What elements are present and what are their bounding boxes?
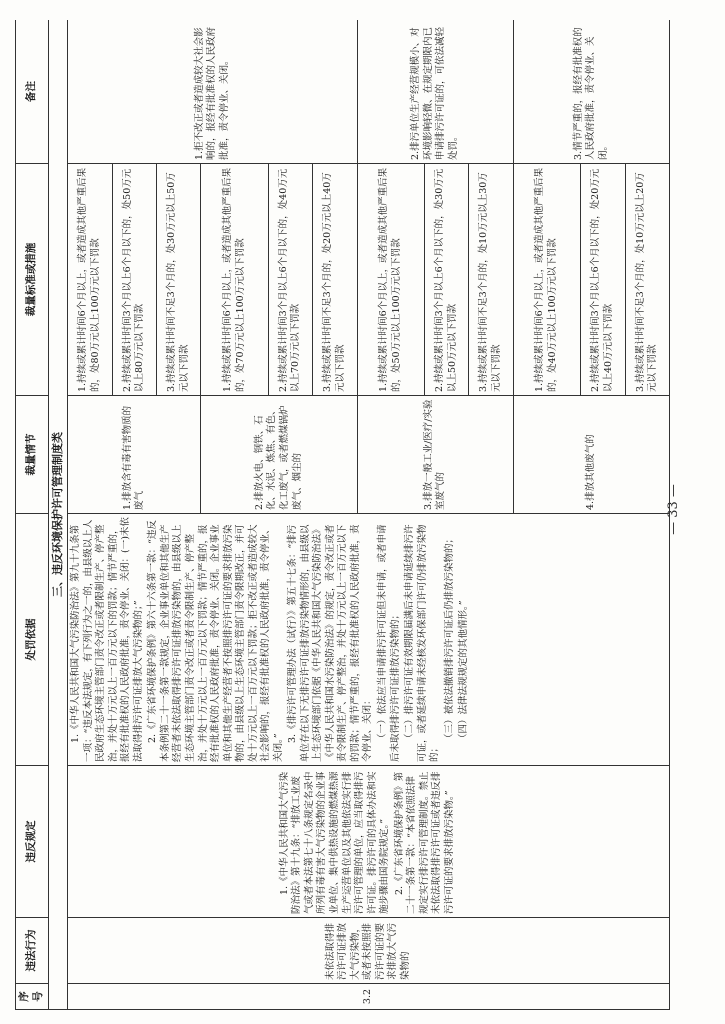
row-penalty-basis bbox=[68, 514, 670, 766]
standard-text: 1.持续或累计时间6个月以上，或者造成其他严重后果的，处40万元以上100万元以下罚款 bbox=[513, 164, 580, 396]
circumstance-label: 1.排放含有毒有害物质的废气 bbox=[68, 396, 201, 514]
row-violation: 未依法取得排污许可证排放大气污染物，或者未按照排污许可证的要求排放大气污染物的 bbox=[68, 918, 670, 984]
header-violation: 违法行为 bbox=[16, 918, 49, 984]
standard-text: 2.持续或累计时间3个月以上6个月以下的，处30万元以上50万元以下罚款 bbox=[424, 164, 468, 396]
header-penalty-basis: 处罚依据 bbox=[16, 514, 49, 766]
standard-text: 1.持续或累计时间6个月以上，或者造成其他严重后果的，处70万元以上100万元以下罚款 bbox=[201, 164, 268, 396]
penalty-basis-clause: （二）排污许可证有效期限届满后未申请延续排污许可证，或者延续申请未经核发环保部门许可仍排放污染物的； bbox=[404, 524, 441, 762]
page-number: — 33 — bbox=[666, 484, 682, 535]
remark-text: 1.拒不改正或者造成较大社会影响的，报经有批准权的人民政府批准，责令停业、关闭。 bbox=[68, 20, 357, 164]
standard-text: 3.持续或累计时间不足3个月的，处30万元以上50万元以下罚款 bbox=[157, 164, 201, 396]
violated-rule-clause: 2.《广东省环境保护条例》第二十一条第一款：“本省依照法律规定实行排污许可管理制度。禁止未依法取得排污许可证或者违反排污许可证的要求排放污染物。” bbox=[393, 771, 455, 914]
penalty-basis-clause: （一）依法应当申请排污许可证但未申请，或者申请后未取得排污许可证排放污染物的； bbox=[376, 524, 401, 762]
standard-text: 1.持续或累计时间6个月以上，或者造成其他严重后果的，处80万元以上100万元以下罚款 bbox=[68, 164, 112, 396]
standard-text: 3.持续或累计时间不足3个月的，处10万元以上20万元以下罚款 bbox=[625, 164, 669, 396]
circumstance-label: 3.排放一般工业/医疗/实验室废气的 bbox=[357, 396, 513, 514]
page-stage bbox=[15, 20, 670, 1010]
header-violated-rule: 违反规定 bbox=[16, 766, 49, 918]
remark-text: 2.排污单位生产经营规模小、对环境影响轻微、在规定期限内已申请排污许可证的，可依法减轻处罚。 bbox=[357, 20, 513, 164]
circumstance-label: 4.排放其他废气的 bbox=[513, 396, 669, 514]
standard-text: 3.持续或累计时间不足3个月的，处10万元以上30万元以下罚款 bbox=[469, 164, 513, 396]
standard-text: 2.持续或累计时间3个月以上6个月以下的，处50万元以上80万元以下罚款 bbox=[112, 164, 156, 396]
row-seq: 3.2 bbox=[68, 984, 670, 1010]
penalty-basis-clause: （四）法律法规规定的其他情形。” bbox=[458, 600, 470, 743]
penalty-basis-clause: 1.《中华人民共和国大气污染防治法》第九十九条第一项：“违反本法规定，有下列行为之一的，由县级以上人民政府生态环境主管部门责令改正或者限制生产、停产整治，并处十万元以上一百万元以下的罚款；情节严重的，报经有批准权的人民政府批准，责令停业、关闭：(一)未依法取得排污许可证排放大气污染物的；” bbox=[70, 517, 144, 762]
penalty-basis-clause: 2.《广东省环境保护条例》第六十六条第一款：“违反本条例第二十一条第一款规定，企业事业单位和其他生产经营者未依法取得排污许可证排放污染物的，由县级以上生态环境主管部门责令改正或者责令限制生产、停产整治，并处十万元以上一百万元以下罚款；情节严重的，报经有批准权的人民政府批准，责令停业、关闭。企业事业单位和其他生产经营者不按照排污许可证的要求排放污染物的，由县级以上生态环境主管部门责令限期改正，并可处十万元以上一百万元以下罚款；拒不改正或者造成较大社会影响的，报经有批准权的人民政府批准，责令停业、关闭。” bbox=[147, 520, 284, 762]
header-standard: 裁量标准或措施 bbox=[16, 164, 49, 396]
standard-text: 2.持续或累计时间3个月以上6个月以下的，处40万元以上70万元以下罚款 bbox=[268, 164, 312, 396]
row-violated-rule bbox=[68, 766, 670, 918]
table-row bbox=[68, 20, 112, 1010]
penalty-basis-clause: （三）被依法撤销排污许可证后仍排放污染物的； bbox=[443, 533, 455, 743]
header-circumstance: 裁量情节 bbox=[16, 396, 49, 514]
remark-text: 3.情节严重的，报经有批准权的人民政府批准，责令停业、关闭。 bbox=[513, 20, 669, 164]
header-row bbox=[16, 20, 49, 1010]
standard-text: 2.持续或累计时间3个月以上6个月以下的，处20万元以上40万元以下罚款 bbox=[581, 164, 625, 396]
section-row bbox=[48, 20, 68, 1010]
standard-text: 1.持续或累计时间6个月以上，或者造成其他严重后果的，处50万元以上100万元以下罚款 bbox=[357, 164, 424, 396]
rotated-table-wrapper bbox=[15, 20, 670, 1010]
section-title: 三、违反环境保护许可管理制度类 bbox=[48, 20, 68, 1010]
circumstance-label: 2.排放火电、钢铁、石化、水泥、炼焦、有色、化工废气，或者燃煤锅炉废气、烟尘的 bbox=[201, 396, 357, 514]
penalty-table bbox=[15, 20, 670, 1010]
violated-rule-clause: 1.《中华人民共和国大气污染防治法》第十九条：“排放工业废气或者本法第七十八条规定名录中所列有毒有害大气污染物的企业事业单位、集中供热设施的燃煤热源生产运营单位以及其他依法实行排污许可管理的单位，应当取得排污许可证。排污许可的具体办法和实施步骤由国务院规定。” bbox=[278, 771, 391, 914]
header-remarks: 备注 bbox=[16, 20, 49, 164]
header-seq: 序号 bbox=[16, 984, 49, 1010]
penalty-basis-clause: 3.《排污许可管理办法（试行）》第五十七条：“排污单位存在以下无排污许可证排放污染物情形的，由县级以上生态环境部门依据《中华人民共和国大气污染防治法》《中华人民共和国水污染防治法》的规定，责令改正或者责令限制生产、停产整治，并处十万元以上一百万元以下的罚款；情节严重的，报经有批准权的人民政府批准，责令停业、关闭： bbox=[287, 524, 374, 762]
standard-text: 3.持续或累计时间不足3个月的，处20万元以上40万元以下罚款 bbox=[313, 164, 357, 396]
